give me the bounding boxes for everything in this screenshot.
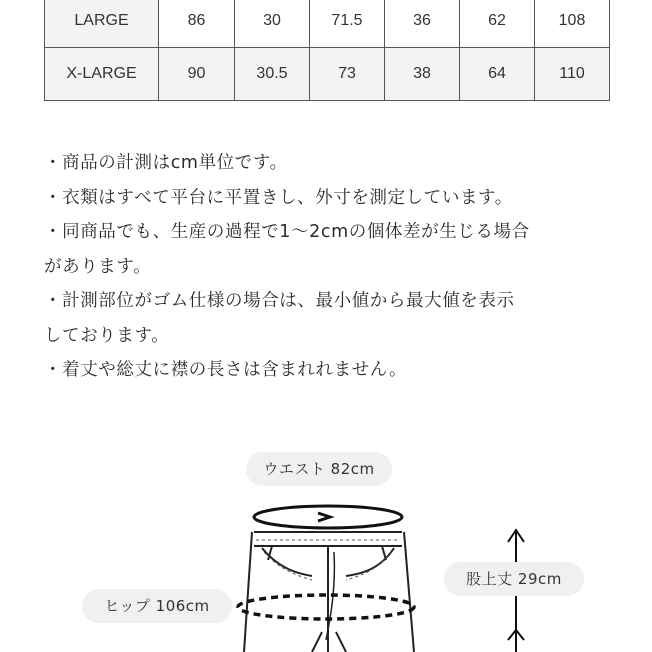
note-line: ・同商品でも、生産の過程で1〜2cmの個体差が生じる場合 (44, 222, 530, 242)
table-cell: 110 (535, 48, 610, 101)
note-line: ・着丈や総丈に襟の長さは含まれれません。 (44, 360, 408, 380)
note-line: ・商品の計測はcm単位です。 (44, 153, 288, 173)
table-cell: 30 (235, 0, 310, 48)
size-name-cell: LARGE (45, 0, 159, 48)
note-line: があります。 (44, 256, 152, 277)
table-cell: 73 (310, 48, 385, 101)
pants-outline (244, 532, 414, 652)
table-cell: 64 (460, 48, 535, 101)
table-cell: 36 (385, 0, 460, 48)
table-cell: 38 (385, 48, 460, 101)
rise-label: 股上丈 29cm (444, 562, 584, 596)
table-cell: 86 (159, 0, 235, 48)
size-name-cell: X-LARGE (45, 48, 159, 101)
table-cell: 30.5 (235, 48, 310, 101)
hip-label: ヒップ 106cm (82, 589, 232, 623)
note-line: ・衣類はすべて平台に平置きし、外寸を測定しています。 (44, 187, 513, 208)
hip-measure (238, 595, 414, 619)
table-cell: 71.5 (310, 0, 385, 48)
note-line: しております。 (44, 325, 170, 346)
table-cell: 62 (460, 0, 535, 48)
table-cell: 108 (535, 0, 610, 48)
waist-measure (254, 506, 402, 528)
waist-label: ウエスト 82cm (246, 452, 392, 486)
table-cell: 90 (159, 48, 235, 101)
note-line: ・計測部位がゴム仕様の場合は、最小値から最大値を表示 (44, 291, 515, 311)
